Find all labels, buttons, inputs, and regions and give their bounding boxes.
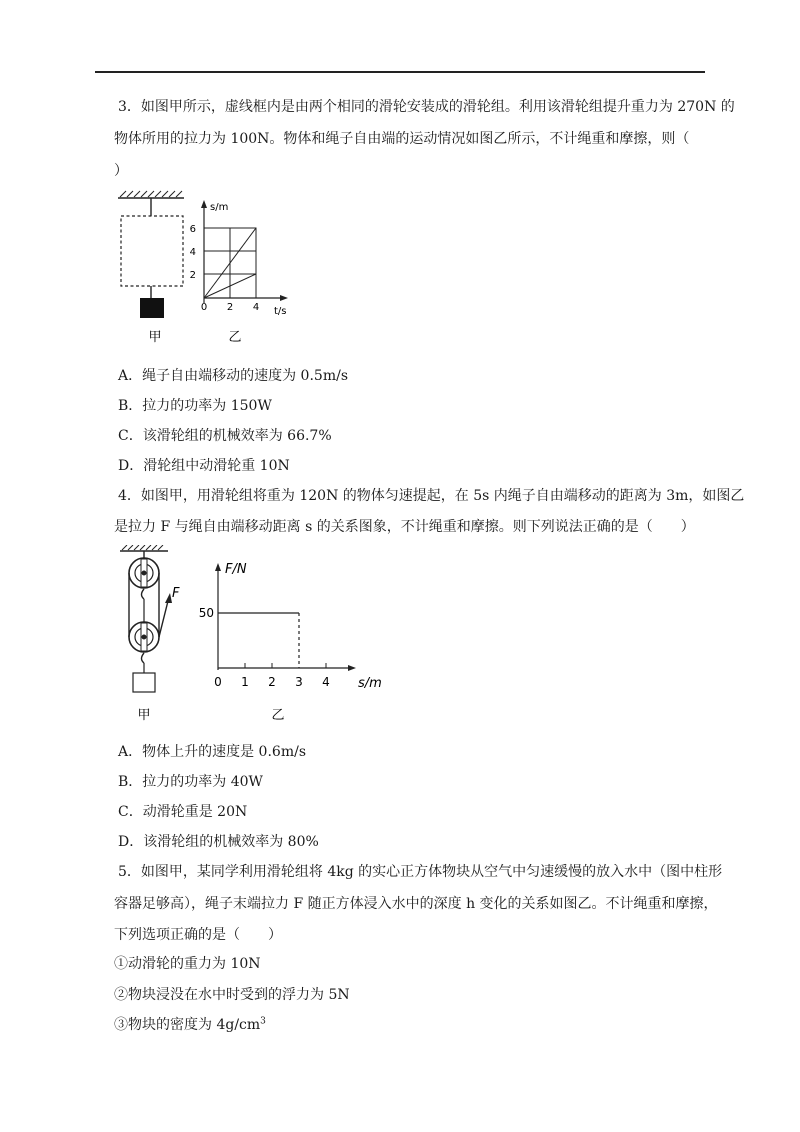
q3-option-d[interactable]: D．滑轮组中动滑轮重 10N bbox=[118, 458, 290, 474]
q4-graph-xlabel: s/m bbox=[358, 676, 382, 691]
q4-graph bbox=[215, 563, 356, 671]
q4-graph-yvalue: 50 bbox=[198, 606, 214, 620]
q3-text-line-1: 3．如图甲所示，虚线框内是由两个相同的滑轮安装成的滑轮组。利用该滑轮组提升重力为 270N 的 bbox=[118, 99, 735, 115]
q3-graph bbox=[201, 200, 288, 303]
q3-text-line-3: ） bbox=[114, 163, 128, 179]
q4-text-line-2: 是拉力 F 与绳自由端移动距离 s 的关系图象，不计绳重和摩擦。则下列说法正确的是（ ） bbox=[114, 519, 695, 535]
q3-ytick-4: 4 bbox=[189, 247, 196, 258]
q5-statement-3-text: ③物块的密度为 4g/cm bbox=[114, 1017, 261, 1033]
q5-statement-1: ①动滑轮的重力为 10N bbox=[114, 956, 261, 972]
q5-statement-3 bbox=[114, 1016, 266, 1034]
q4-force-label: F bbox=[172, 586, 180, 601]
q3-option-b[interactable]: B．拉力的功率为 150W bbox=[118, 398, 272, 414]
q3-xtick-0: 0 bbox=[200, 302, 208, 313]
q3-figure bbox=[110, 190, 310, 350]
q3-option-a[interactable]: A．绳子自由端移动的速度为 0.5m/s bbox=[118, 368, 349, 384]
q4-xtick-4: 4 bbox=[322, 675, 330, 689]
q3-ytick-6: 6 bbox=[189, 224, 196, 235]
q5-statement-2: ②物块浸没在水中时受到的浮力为 5N bbox=[114, 987, 350, 1003]
q3-text-line-2: 物体所用的拉力为 100N。物体和绳子自由端的运动情况如图乙所示，不计绳重和摩擦，则（ bbox=[114, 131, 690, 147]
q4-option-a[interactable]: A．物体上升的速度是 0.6m/s bbox=[118, 744, 307, 760]
q4-xtick-0: 0 bbox=[214, 675, 222, 689]
q3-pulley-box bbox=[121, 216, 183, 286]
q3-fig-yi-label: 乙 bbox=[228, 330, 242, 345]
q5-density-exponent: 3 bbox=[260, 1016, 266, 1027]
q3-xtick-4: 4 bbox=[252, 302, 260, 313]
header-rule bbox=[95, 71, 705, 73]
q5-text-line-2: 容器足够高），绳子末端拉力 F 随正方体浸入水中的深度 h 变化的关系如图乙。不计绳重和摩擦， bbox=[114, 896, 718, 912]
q4-xtick-1: 1 bbox=[241, 675, 249, 689]
q4-option-d[interactable]: D．该滑轮组的机械效率为 80% bbox=[118, 834, 319, 850]
q3-ceiling bbox=[118, 191, 184, 216]
q4-text-line-1: 4．如图甲，用滑轮组将重为 120N 的物体匀速提起，在 5s 内绳子自由端移动的距离为 3m，如图乙 bbox=[118, 488, 745, 504]
q5-text-line-3: 下列选项正确的是（ ） bbox=[114, 927, 282, 943]
q3-weight-block bbox=[140, 298, 164, 318]
q3-option-c[interactable]: C．该滑轮组的机械效率为 66.7% bbox=[118, 428, 332, 444]
q3-xtick-2: 2 bbox=[226, 302, 234, 313]
q3-fig-jia-label: 甲 bbox=[148, 330, 162, 345]
q4-option-c[interactable]: C．动滑轮重是 20N bbox=[118, 804, 248, 820]
q4-xtick-3: 3 bbox=[295, 675, 303, 689]
q4-graph-ylabel: F/N bbox=[225, 562, 247, 577]
q4-fig-jia-label: 甲 bbox=[137, 708, 151, 723]
q4-pulley-system bbox=[120, 545, 172, 692]
q4-fig-yi-label: 乙 bbox=[271, 708, 285, 723]
q5-text-line-1: 5．如图甲，某同学利用滑轮组将 4kg 的实心正方体物块从空气中匀速缓慢的放入水中（图中柱形 bbox=[118, 864, 723, 880]
q4-figure bbox=[110, 545, 410, 725]
q4-xtick-2: 2 bbox=[268, 675, 276, 689]
q3-graph-ylabel: s/m bbox=[210, 202, 229, 213]
q3-ytick-2: 2 bbox=[189, 270, 196, 281]
q4-option-b[interactable]: B．拉力的功率为 40W bbox=[118, 774, 263, 790]
q3-graph-xlabel: t/s bbox=[274, 306, 287, 317]
